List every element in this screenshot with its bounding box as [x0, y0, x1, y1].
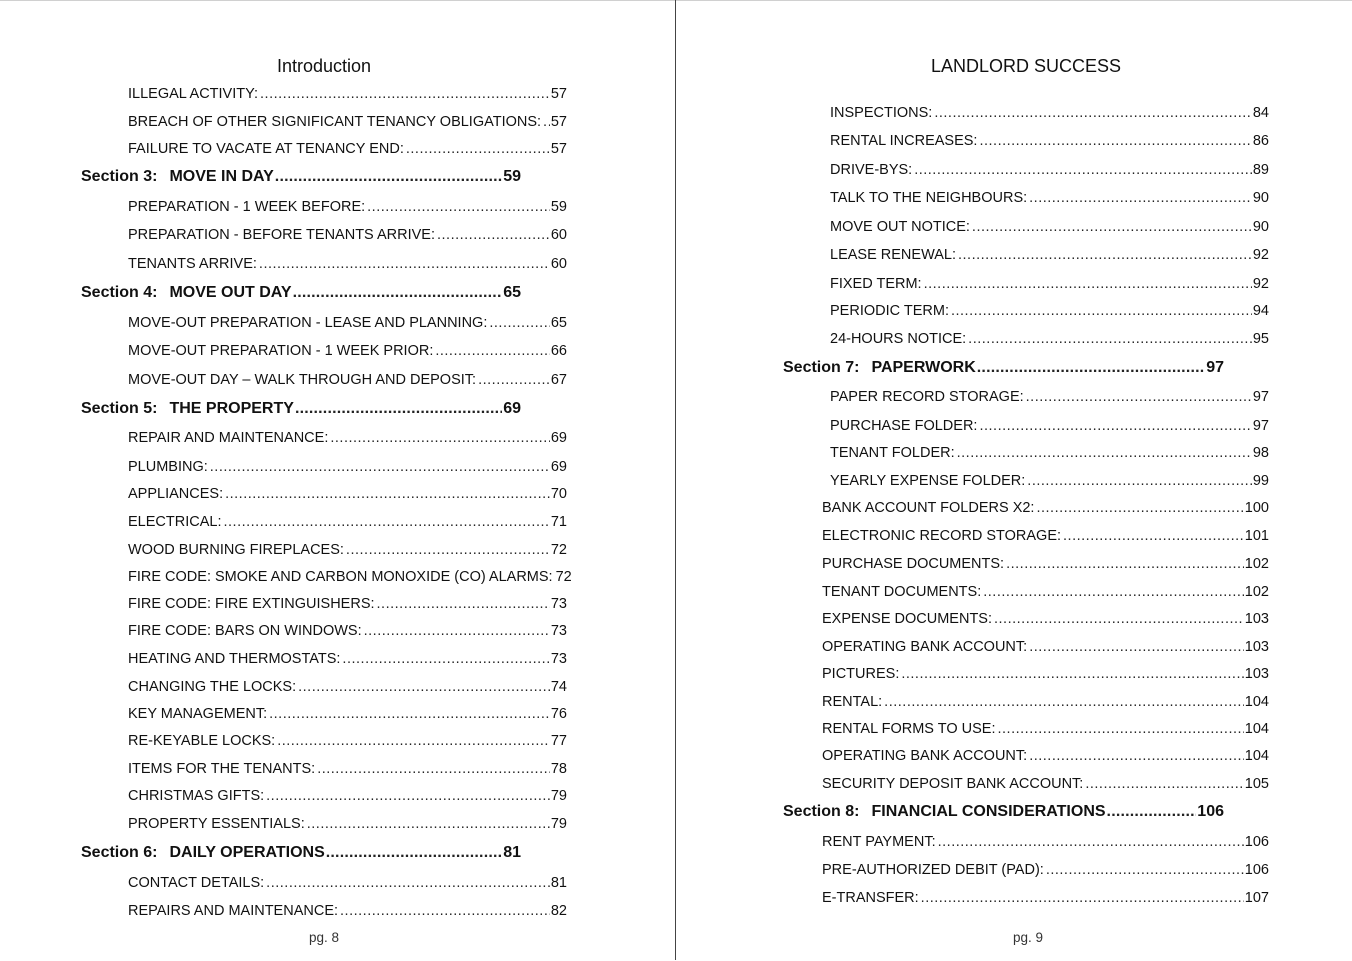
- toc-entry-label: TALK TO THE NEIGHBOURS:: [830, 190, 1028, 206]
- toc-entry: [822, 664, 1269, 684]
- dot-leader: [924, 274, 1252, 294]
- dot-leader: [435, 341, 550, 361]
- toc-page-number: 90: [1252, 190, 1269, 206]
- dot-leader: [269, 704, 550, 724]
- toc-entry: [128, 677, 567, 697]
- toc-entry-label: REPAIR AND MAINTENANCE:: [128, 430, 329, 446]
- dot-leader: [1063, 526, 1244, 546]
- dot-leader: [1036, 498, 1243, 518]
- toc-page-number: 104: [1244, 748, 1269, 764]
- toc-entry: [128, 313, 567, 333]
- toc-entry-label: CHANGING THE LOCKS:: [128, 679, 297, 695]
- toc-page-number: 92: [1252, 276, 1269, 292]
- toc-entry: [830, 329, 1269, 349]
- toc-entry: [830, 387, 1269, 407]
- dot-leader: [957, 443, 1252, 463]
- dot-leader: [1046, 860, 1244, 880]
- dot-leader: [326, 842, 502, 864]
- section-number: Section 5:: [81, 400, 158, 417]
- dot-leader: [983, 582, 1244, 602]
- toc-entry: [128, 112, 567, 132]
- toc-entry: [830, 471, 1269, 491]
- toc-page-number: 100: [1244, 500, 1269, 516]
- toc-page-number: 57: [550, 141, 567, 157]
- toc-entry: [822, 860, 1269, 880]
- toc-entry-label: MOVE-OUT PREPARATION - 1 WEEK PRIOR:: [128, 343, 434, 359]
- toc-entry: [128, 370, 567, 390]
- toc-section-heading: [81, 166, 521, 188]
- dot-leader: [330, 428, 550, 448]
- toc-entry-label: TENANTS ARRIVE:: [128, 256, 257, 272]
- toc-entry-label: PAPER RECORD STORAGE:: [830, 389, 1024, 405]
- toc-entry: [822, 746, 1269, 766]
- toc-entry-label: E-TRANSFER:: [822, 890, 919, 906]
- toc-page-number: 82: [550, 903, 567, 919]
- dot-leader: [223, 512, 549, 532]
- dot-leader: [346, 540, 550, 560]
- toc-entry-label: PLUMBING:: [128, 459, 208, 475]
- toc-entry-label: CHRISTMAS GIFTS:: [128, 788, 265, 804]
- toc-entry: [128, 759, 567, 779]
- toc-entry-label: PREPARATION - 1 WEEK BEFORE:: [128, 199, 366, 215]
- toc-entry-label: PURCHASE FOLDER:: [830, 418, 978, 434]
- dot-leader: [340, 901, 550, 921]
- dot-leader: [979, 131, 1251, 151]
- toc-entry: [128, 84, 567, 104]
- section-title: PAPERWORK: [871, 359, 976, 376]
- toc-entry: [822, 719, 1269, 739]
- dot-leader: [293, 282, 503, 304]
- toc-page-number: 57: [550, 114, 567, 130]
- toc-entry: [830, 103, 1269, 123]
- dot-leader: [277, 731, 550, 751]
- section-title: MOVE OUT DAY: [169, 284, 292, 301]
- toc-entry-label: CONTACT DETAILS:: [128, 875, 265, 891]
- toc-entry: [128, 704, 567, 724]
- toc-entry-label: YEARLY EXPENSE FOLDER:: [830, 473, 1026, 489]
- toc-entry: [128, 341, 567, 361]
- toc-entry-label: EXPENSE DOCUMENTS:: [822, 611, 992, 627]
- toc-entry: [822, 554, 1269, 574]
- dot-leader: [489, 313, 550, 333]
- dot-leader: [543, 112, 550, 132]
- toc-entry-label: MOVE-OUT DAY – WALK THROUGH AND DEPOSIT:: [128, 372, 477, 388]
- toc-page-number: 72: [550, 542, 567, 558]
- toc-entry-label: OPERATING BANK ACCOUNT:: [822, 639, 1028, 655]
- toc-entry-label: HEATING AND THERMOSTATS:: [128, 651, 341, 667]
- toc-entry-label: FIRE CODE: FIRE EXTINGUISHERS:: [128, 596, 375, 612]
- dot-leader: [225, 484, 550, 504]
- toc-section-heading: [783, 801, 1224, 823]
- dot-leader: [951, 301, 1252, 321]
- toc-entry-label: WOOD BURNING FIREPLACES:: [128, 542, 344, 558]
- toc-entry-label: PREPARATION - BEFORE TENANTS ARRIVE:: [128, 227, 435, 243]
- page-number: pg. 8: [308, 930, 340, 945]
- toc-page-number: 79: [550, 788, 567, 804]
- toc-page-number: 69: [503, 400, 521, 417]
- section-number: Section 8:: [783, 803, 860, 820]
- toc-entry: [128, 197, 567, 217]
- toc-page-number: 73: [550, 596, 567, 612]
- toc-entry: [128, 814, 567, 834]
- dot-leader: [1085, 774, 1243, 794]
- toc-entry: [830, 188, 1269, 208]
- toc-entry: [822, 498, 1269, 518]
- toc-entry-label: PICTURES:: [822, 666, 900, 682]
- section-number: Section 4:: [81, 284, 158, 301]
- toc-page-number: 92: [1252, 247, 1269, 263]
- toc-entry-label: MOVE OUT NOTICE:: [830, 219, 970, 235]
- toc-page-number: 69: [550, 459, 567, 475]
- dot-leader: [210, 457, 550, 477]
- dot-leader: [901, 664, 1243, 684]
- toc-entry: [128, 649, 567, 669]
- toc-entry: [830, 217, 1269, 237]
- dot-leader: [1107, 801, 1197, 823]
- dot-leader: [884, 692, 1244, 712]
- toc-section-heading: [81, 398, 521, 420]
- section-number: Section 7:: [783, 359, 860, 376]
- dot-leader: [934, 103, 1252, 123]
- toc-entry: [830, 131, 1269, 151]
- toc-page-number: 71: [550, 514, 567, 530]
- toc-entry-label: INSPECTIONS:: [830, 105, 933, 121]
- toc-entry-label: RENTAL INCREASES:: [830, 133, 978, 149]
- toc-page-number: 81: [503, 844, 521, 861]
- dot-leader: [1026, 387, 1252, 407]
- toc-section-heading: [81, 842, 521, 864]
- toc-page-number: 104: [1244, 694, 1269, 710]
- toc-entry-label: ELECTRICAL:: [128, 514, 222, 530]
- toc-entry-label: ILLEGAL ACTIVITY:: [128, 86, 259, 102]
- dot-leader: [1029, 637, 1244, 657]
- page-header: Introduction: [276, 56, 372, 76]
- toc-page-number: 81: [550, 875, 567, 891]
- toc-entry: [822, 692, 1269, 712]
- toc-entry-label: TENANT DOCUMENTS:: [822, 584, 982, 600]
- toc-page-number: 104: [1244, 721, 1269, 737]
- toc-page-number: 65: [550, 315, 567, 331]
- toc-page-number: 105: [1244, 776, 1269, 792]
- toc-entry: [830, 301, 1269, 321]
- dot-leader: [364, 621, 550, 641]
- toc-entry: [822, 832, 1269, 852]
- toc-page-number: 59: [503, 168, 521, 185]
- toc-entry-label: BANK ACCOUNT FOLDERS X2:: [822, 500, 1035, 516]
- toc-page-number: 60: [550, 227, 567, 243]
- toc-page-number: 69: [550, 430, 567, 446]
- dot-leader: [298, 677, 550, 697]
- toc-entry-label: ITEMS FOR THE TENANTS:: [128, 761, 316, 777]
- toc-entry: [128, 428, 567, 448]
- toc-page-number: 97: [1206, 359, 1224, 376]
- toc-page-number: 102: [1244, 556, 1269, 572]
- dot-leader: [1029, 746, 1244, 766]
- toc-entry: [822, 582, 1269, 602]
- toc-entry: [128, 731, 567, 751]
- toc-entry-label: APPLIANCES:: [128, 486, 224, 502]
- toc-page-number: 103: [1244, 611, 1269, 627]
- toc-entry: [128, 873, 567, 893]
- page-header: LANDLORD SUCCESS: [930, 56, 1122, 76]
- toc-page-number: 70: [550, 486, 567, 502]
- dot-leader: [1006, 554, 1244, 574]
- toc-page-number: 78: [550, 761, 567, 777]
- dot-leader: [914, 160, 1252, 180]
- toc-entry: [830, 416, 1269, 436]
- toc-entry: [822, 637, 1269, 657]
- toc-entry-label: FIXED TERM:: [830, 276, 922, 292]
- toc-entry-label: FIRE CODE: SMOKE AND CARBON MONOXIDE (CO) ALARMS:: [128, 569, 553, 585]
- toc-page-number: 97: [1252, 389, 1269, 405]
- toc-page-number: 57: [550, 86, 567, 102]
- toc-entry: [822, 526, 1269, 546]
- toc-page-number: 60: [550, 256, 567, 272]
- dot-leader: [437, 225, 550, 245]
- toc-entry-label: RENTAL FORMS TO USE:: [822, 721, 996, 737]
- dot-leader: [266, 873, 550, 893]
- dot-leader: [406, 139, 550, 159]
- toc-page-number: 98: [1252, 445, 1269, 461]
- toc-entry-label: RE-KEYABLE LOCKS:: [128, 733, 276, 749]
- toc-page-number: 95: [1252, 331, 1269, 347]
- toc-page-number: 67: [550, 372, 567, 388]
- section-title: DAILY OPERATIONS: [169, 844, 325, 861]
- dot-leader: [977, 357, 1205, 379]
- toc-page-number: 107: [1244, 890, 1269, 906]
- dot-leader: [307, 814, 550, 834]
- toc-entry: [822, 609, 1269, 629]
- dot-leader: [260, 84, 550, 104]
- section-title: FINANCIAL CONSIDERATIONS: [871, 803, 1106, 820]
- toc-entry-label: PERIODIC TERM:: [830, 303, 949, 319]
- toc-entry-label: FIRE CODE: BARS ON WINDOWS:: [128, 623, 362, 639]
- toc-entry-label: SECURITY DEPOSIT BANK ACCOUNT:: [822, 776, 1084, 792]
- dot-leader: [979, 416, 1251, 436]
- dot-leader: [921, 888, 1244, 908]
- toc-entry-label: FAILURE TO VACATE AT TENANCY END:: [128, 141, 404, 157]
- toc-entry: [830, 274, 1269, 294]
- right-page: [676, 0, 1352, 961]
- toc-section-heading: [81, 282, 521, 304]
- toc-page-number: 72: [555, 569, 572, 585]
- toc-page-number: 86: [1252, 133, 1269, 149]
- toc-entry-label: LEASE RENEWAL:: [830, 247, 956, 263]
- toc-page-number: 103: [1244, 639, 1269, 655]
- toc-entry-label: PURCHASE DOCUMENTS:: [822, 556, 1005, 572]
- dot-leader: [958, 245, 1252, 265]
- toc-entry: [822, 888, 1269, 908]
- dot-leader: [1027, 471, 1252, 491]
- toc-entry: [830, 160, 1269, 180]
- dot-leader: [367, 197, 550, 217]
- toc-entry: [128, 254, 567, 274]
- toc-page-number: 89: [1252, 162, 1269, 178]
- dot-leader: [1029, 188, 1252, 208]
- toc-page-number: 103: [1244, 666, 1269, 682]
- toc-entry-label: DRIVE-BYS:: [830, 162, 913, 178]
- toc-entry-label: REPAIRS AND MAINTENANCE:: [128, 903, 339, 919]
- dot-leader: [938, 832, 1244, 852]
- toc-entry-label: PRE-AUTHORIZED DEBIT (PAD):: [822, 862, 1044, 878]
- toc-page-number: 73: [550, 623, 567, 639]
- section-title: MOVE IN DAY: [169, 168, 274, 185]
- toc-entry-label: RENT PAYMENT:: [822, 834, 936, 850]
- toc-page-number: 84: [1252, 105, 1269, 121]
- toc-page-number: 77: [550, 733, 567, 749]
- toc-page-number: 65: [503, 284, 521, 301]
- toc-entry-label: 24-HOURS NOTICE:: [830, 331, 967, 347]
- toc-entry: [830, 443, 1269, 463]
- toc-entry: [128, 786, 567, 806]
- toc-page-number: 99: [1252, 473, 1269, 489]
- dot-leader: [266, 786, 550, 806]
- toc-entry-label: OPERATING BANK ACCOUNT:: [822, 748, 1028, 764]
- toc-section-heading: [783, 357, 1224, 379]
- toc-entry: [128, 512, 567, 532]
- toc-page-number: 59: [550, 199, 567, 215]
- toc-page-number: 74: [550, 679, 567, 695]
- dot-leader: [342, 649, 549, 669]
- toc-entry: [128, 540, 567, 560]
- toc-page-number: 94: [1252, 303, 1269, 319]
- toc-entry: [128, 621, 567, 641]
- section-number: Section 3:: [81, 168, 158, 185]
- toc-page-number: 106: [1197, 803, 1224, 820]
- toc-entry-label: TENANT FOLDER:: [830, 445, 955, 461]
- toc-page-number: 79: [550, 816, 567, 832]
- toc-entry-label: RENTAL:: [822, 694, 883, 710]
- dot-leader: [295, 398, 502, 420]
- toc-entry: [128, 484, 567, 504]
- toc-entry: [128, 139, 567, 159]
- toc-page-number: 106: [1244, 862, 1269, 878]
- toc-entry: [822, 774, 1269, 794]
- toc-entry: [128, 225, 567, 245]
- dot-leader: [377, 594, 550, 614]
- toc-page-number: 73: [550, 651, 567, 667]
- toc-entry: [128, 457, 567, 477]
- toc-entry: [128, 567, 572, 587]
- toc-entry-label: KEY MANAGEMENT:: [128, 706, 268, 722]
- section-title: THE PROPERTY: [169, 400, 294, 417]
- toc-entry: [128, 901, 567, 921]
- page-number: pg. 9: [1012, 930, 1044, 945]
- dot-leader: [994, 609, 1244, 629]
- dot-leader: [275, 166, 502, 188]
- dot-leader: [998, 719, 1244, 739]
- dot-leader: [317, 759, 550, 779]
- toc-page-number: 97: [1252, 418, 1269, 434]
- toc-page-number: 90: [1252, 219, 1269, 235]
- section-number: Section 6:: [81, 844, 158, 861]
- toc-entry-label: PROPERTY ESSENTIALS:: [128, 816, 305, 832]
- toc-entry: [830, 245, 1269, 265]
- left-page: [0, 0, 675, 961]
- toc-page-number: 66: [550, 343, 567, 359]
- dot-leader: [968, 329, 1252, 349]
- dot-leader: [478, 370, 550, 390]
- toc-page-number: 101: [1244, 528, 1269, 544]
- toc-entry-label: MOVE-OUT PREPARATION - LEASE AND PLANNING:: [128, 315, 488, 331]
- toc-page-number: 76: [550, 706, 567, 722]
- toc-entry-label: BREACH OF OTHER SIGNIFICANT TENANCY OBLIGATIONS:: [128, 114, 542, 130]
- toc-entry: [128, 594, 567, 614]
- toc-page-number: 102: [1244, 584, 1269, 600]
- toc-page-number: 106: [1244, 834, 1269, 850]
- dot-leader: [259, 254, 550, 274]
- dot-leader: [972, 217, 1252, 237]
- toc-entry-label: ELECTRONIC RECORD STORAGE:: [822, 528, 1062, 544]
